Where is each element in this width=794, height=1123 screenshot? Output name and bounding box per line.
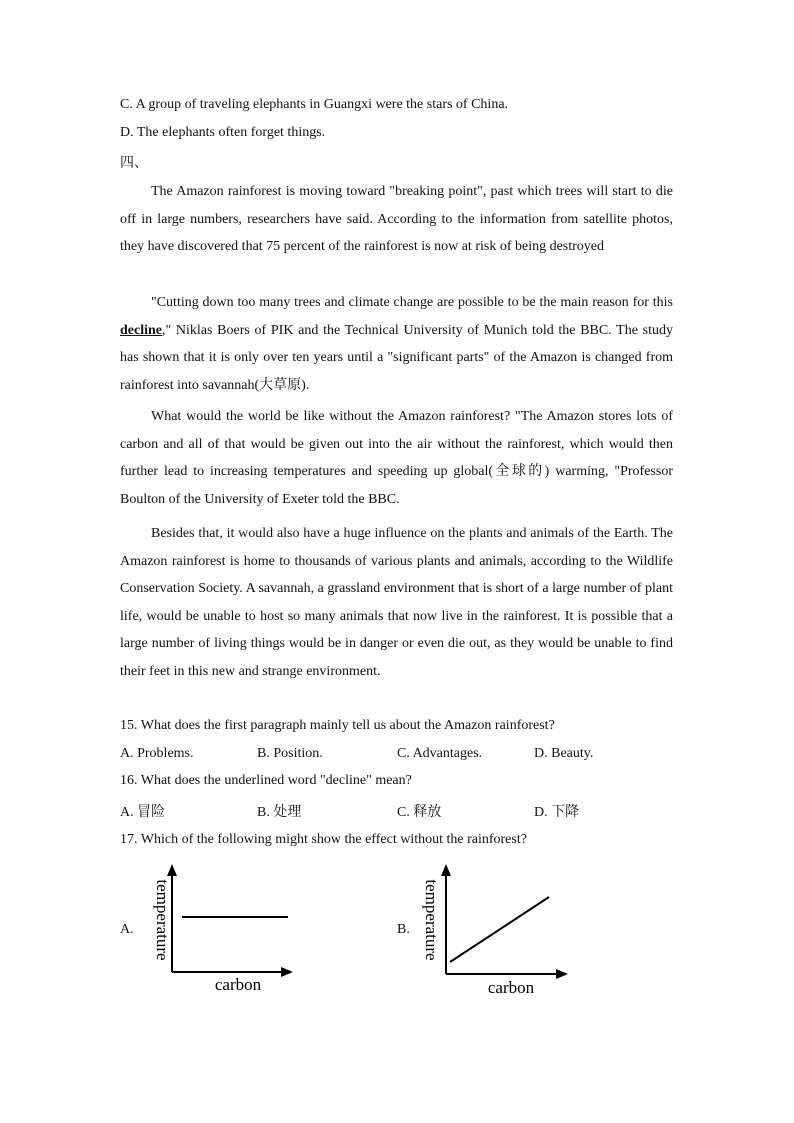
passage-paragraph-1 <box>120 178 673 261</box>
question-16-options <box>120 801 680 821</box>
question-17-stem: 17. Which of the following might show the effect without the rainforest? <box>120 832 527 847</box>
q16-option-d[interactable]: D. 下降 <box>534 805 580 820</box>
graph-b-trend-line <box>450 897 549 962</box>
paragraph-3-text: What would the world be like without the Amazon rainforest? "The Amazon stores lots of carbon and all of that would be given out into the air without the rainforest, which would then further lead to increasing temperatures and speeding up global(全球的) warming, "Professor Boulton of the University of Exeter told the BBC. <box>120 409 673 507</box>
underlined-word-decline: decline <box>120 322 162 338</box>
graph-b-x-arrow <box>556 969 568 979</box>
question-15-stem: 15. What does the first paragraph mainly tell us about the Amazon rainforest? <box>120 718 555 733</box>
q15-option-c[interactable]: C. Advantages. <box>397 746 483 761</box>
paragraph-1-text: The Amazon rainforest is moving toward "breaking point", past which trees will start to die off in large numbers, researchers have said. According to the information from satellite photos, they have discovered that 75 percent of the rainforest is now at risk of being destroyed <box>120 184 673 255</box>
option-c-line: C. A group of traveling elephants in Guangxi were the stars of China. <box>120 97 509 112</box>
graph-b <box>418 860 578 1000</box>
graph-a-xlabel: carbon <box>214 975 262 994</box>
passage-paragraph-2 <box>120 289 673 399</box>
graph-a-x-arrow <box>281 967 293 977</box>
question-16-stem: 16. What does the underlined word "decline" mean? <box>120 773 412 788</box>
q15-option-b[interactable]: B. Position. <box>257 746 323 761</box>
graph-b-y-arrow <box>441 864 451 876</box>
graph-b-ylabel: temperature <box>422 879 441 961</box>
question-15-options <box>120 746 680 766</box>
q15-option-a[interactable]: A. Problems. <box>120 746 194 761</box>
paragraph-4-text: Besides that, it would also have a huge influence on the plants and animals of the Earth. The Amazon rainforest is home to thousands of various plants and animals, according to the Wildlife Conservation Society. A savannah, a grassland environment that is short of a large number of plant life, would be unable to host so many animals that now live in the rainforest. It is possible that a large number of living things would be in danger or even die out, as they would be unable to find their feet in this new and strange environment. <box>120 526 673 679</box>
q15-option-d[interactable]: D. Beauty. <box>534 746 594 761</box>
q16-option-a[interactable]: A. 冒险 <box>120 805 166 820</box>
graph-b-xlabel: carbon <box>487 978 535 997</box>
graph-a-y-arrow <box>167 864 177 876</box>
graph-a-label[interactable]: A. <box>120 922 134 937</box>
q16-option-c[interactable]: C. 释放 <box>397 805 442 820</box>
paragraph-2-text-after: ," Niklas Boers of PIK and the Technical University of Munich told the BBC. The study has shown that it is only over ten years until a "significant parts" of the Amazon is changed from rainforest into savannah(大草原). <box>120 322 673 393</box>
q16-option-b[interactable]: B. 处理 <box>257 805 302 820</box>
graph-a <box>145 860 305 995</box>
graph-b-label[interactable]: B. <box>397 922 410 937</box>
paragraph-2-text-before: "Cutting down too many trees and climate change are possible to be the main reason for this <box>151 295 673 310</box>
graph-a-ylabel: temperature <box>153 879 172 961</box>
section-heading: 四、 <box>120 155 148 171</box>
option-d-line: D. The elephants often forget things. <box>120 125 326 140</box>
passage-paragraph-3 <box>120 403 673 513</box>
passage-paragraph-4 <box>120 520 673 686</box>
